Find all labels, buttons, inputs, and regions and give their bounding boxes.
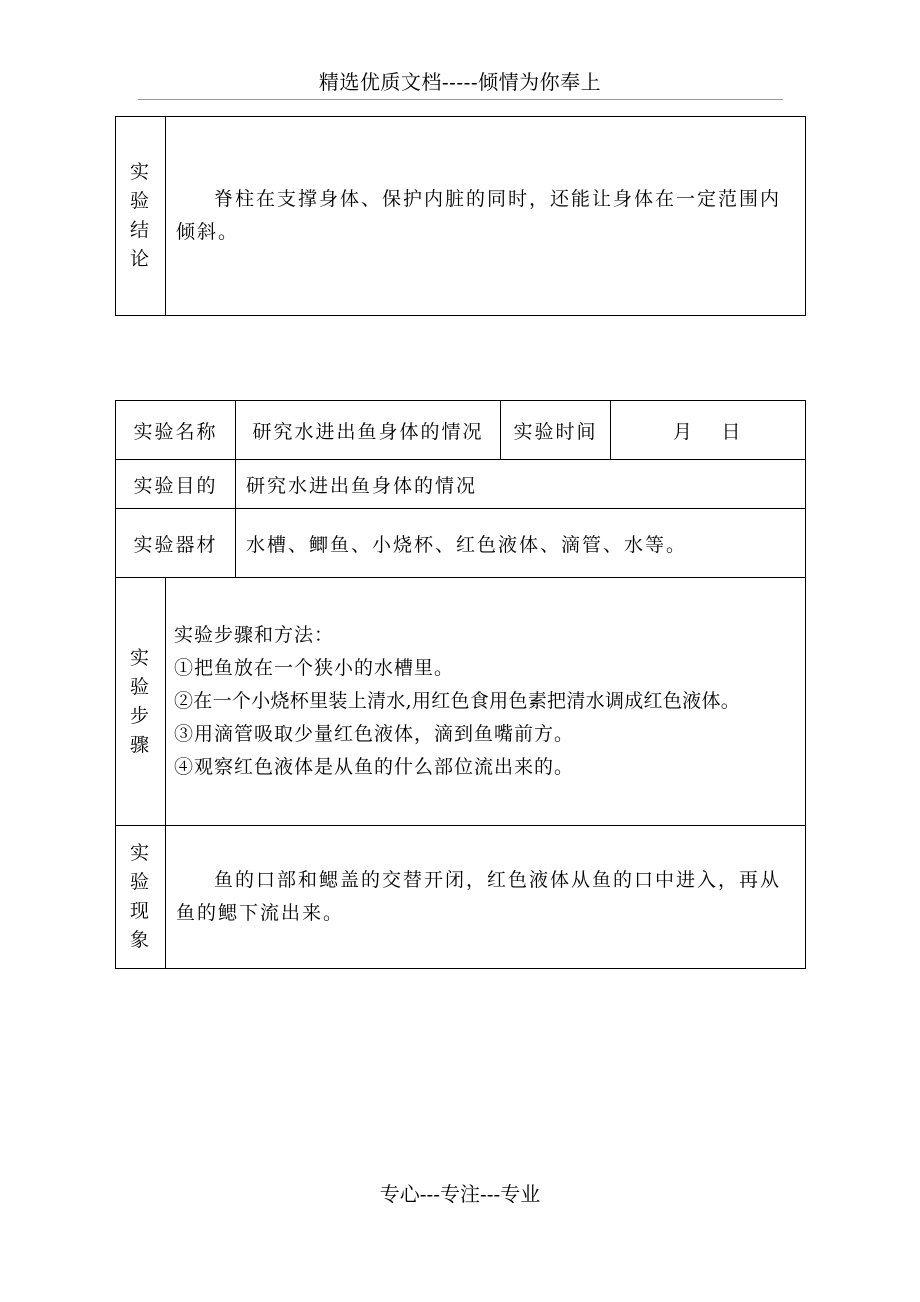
purpose-label: 实验目的: [116, 460, 236, 509]
row-purpose: [116, 460, 806, 509]
name-value: 研究水进出鱼身体的情况: [236, 401, 501, 460]
materials-value: 水槽、鲫鱼、小烧杯、红色液体、滴管、水等。: [236, 509, 806, 578]
time-label: 实验时间: [501, 401, 611, 460]
steps-content: [166, 578, 806, 826]
step-item: ③用滴管吸取少量红色液体，滴到鱼嘴前方。: [174, 723, 575, 745]
steps-label: 实 验 步 骤: [116, 578, 166, 826]
row-steps: [116, 578, 806, 826]
row-phenomenon: [116, 826, 806, 969]
purpose-value: 研究水进出鱼身体的情况: [236, 460, 806, 509]
step-item: ②在一个小烧杯里装上清水,用红色食用色素把清水调成红色液体。: [174, 690, 741, 712]
step-item: ①把鱼放在一个狭小的水槽里。: [174, 657, 455, 679]
day-label: 日: [721, 420, 743, 443]
materials-label: 实验器材: [116, 509, 236, 578]
time-value: [611, 401, 806, 460]
page-footer: 专心---专注---专业: [379, 1182, 541, 1206]
step-item: ④观察红色液体是从鱼的什么部位流出来的。: [174, 756, 575, 778]
conclusion-label: 实 验 结 论: [116, 117, 166, 316]
phenomenon-text: 鱼的口部和鳃盖的交替开闭，红色液体从鱼的口中进入，再从鱼的鳃下流出来。: [166, 826, 806, 969]
steps-heading: 实验步骤和方法：: [174, 624, 335, 646]
header-divider: [138, 99, 783, 100]
conclusion-table: [115, 116, 806, 316]
row-materials: [116, 509, 806, 578]
page-header-title: 精选优质文档-----倾情为你奉上: [318, 70, 602, 94]
month-label: 月: [672, 420, 694, 443]
row-experiment-name: [116, 401, 806, 460]
name-label: 实验名称: [116, 401, 236, 460]
experiment-table: [115, 400, 806, 969]
conclusion-text: 脊柱在支撑身体、保护内脏的同时，还能让身体在一定范围内倾斜。: [166, 117, 806, 316]
phenomenon-label: 实 验 现 象: [116, 826, 166, 969]
